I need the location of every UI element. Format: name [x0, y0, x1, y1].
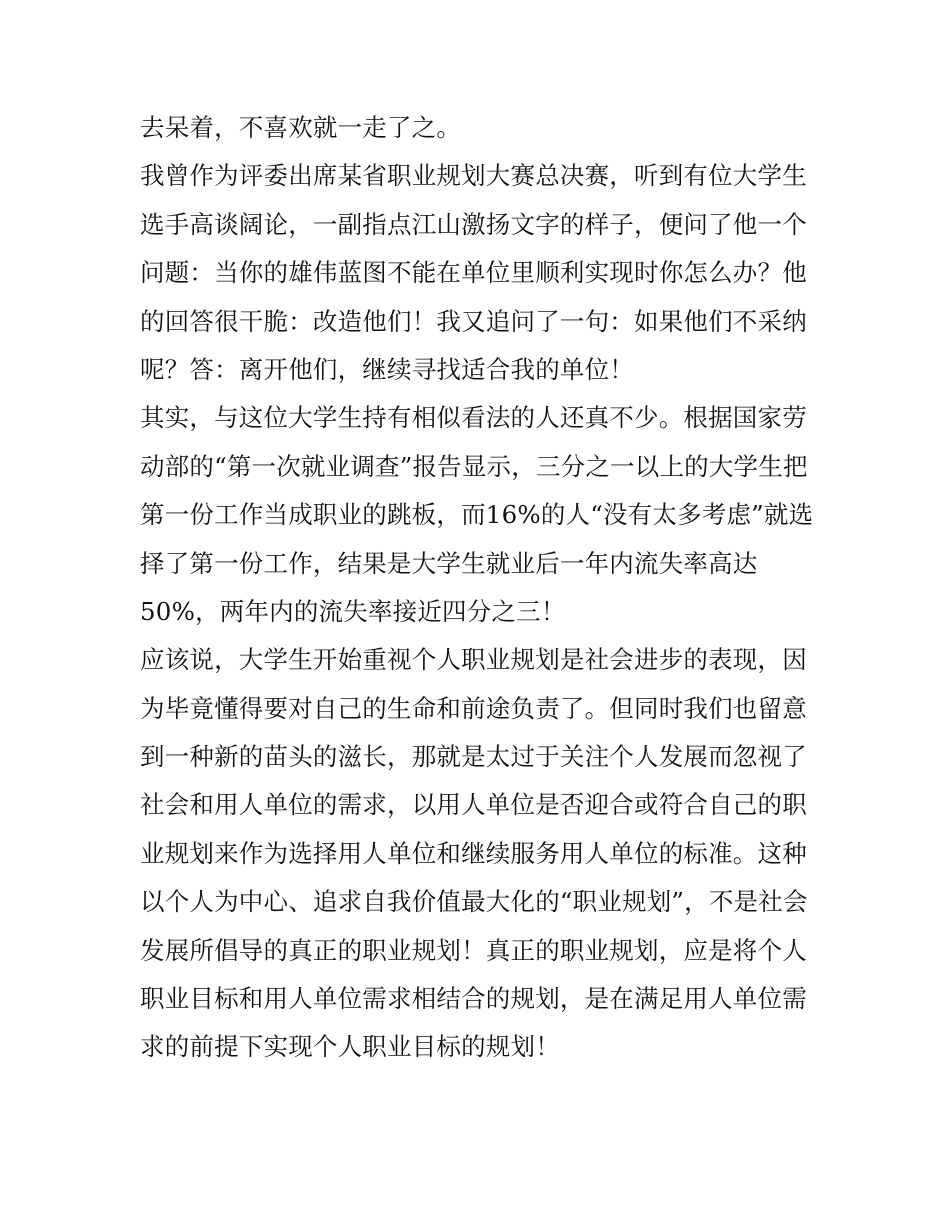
text-line: 社会和用人单位的需求，以用人单位是否迎合或符合自己的职 [140, 790, 807, 820]
text-line: 到一种新的苗头的滋长，那就是太过于关注个人发展而忽视了 [140, 742, 807, 772]
text-line: 其实，与这位大学生持有相似看法的人还真不少。根据国家劳 [140, 403, 807, 433]
text-line: 职业目标和用人单位需求相结合的规划，是在满足用人单位需 [140, 984, 807, 1014]
text-line: 选手高谈阔论，一副指点江山激扬文字的样子，便问了他一个 [140, 209, 807, 239]
text-line: 动部的“第一次就业调查”报告显示，三分之一以上的大学生把 [140, 451, 808, 481]
text-line: 择了第一份工作，结果是大学生就业后一年内流失率高达 [140, 548, 758, 578]
text-line: 以个人为中心、追求自我价值最大化的“职业规划”，不是社会 [140, 887, 808, 917]
document-body-text [140, 104, 820, 1072]
text-line: 第一份工作当成职业的跳板，而16%的人“没有太多考虑”就选 [140, 500, 814, 530]
text-line: 去呆着，不喜欢就一走了之。 [140, 113, 462, 142]
text-line: 为毕竟懂得要对自己的生命和前途负责了。但同时我们也留意 [140, 693, 807, 723]
text-line: 业规划来作为选择用人单位和继续服务用人单位的标准。这种 [140, 838, 807, 868]
text-line: 问题：当你的雄伟蓝图不能在单位里顺利实现时你怎么办？他 [140, 258, 807, 288]
text-line: 50%，两年内的流失率接近四分之三！ [140, 596, 566, 626]
text-line: 的回答很干脆：改造他们！我又追问了一句：如果他们不采纳 [140, 306, 807, 336]
text-line: 应该说，大学生开始重视个人职业规划是社会进步的表现，因 [140, 645, 807, 675]
text-line: 求的前提下实现个人职业目标的规划！ [140, 1032, 560, 1062]
text-line: 呢？答：离开他们，继续寻找适合我的单位！ [140, 354, 634, 384]
text-line: 我曾作为评委出席某省职业规划大赛总决赛，听到有位大学生 [140, 161, 807, 191]
text-line: 发展所倡导的真正的职业规划！真正的职业规划，应是将个人 [140, 935, 807, 965]
